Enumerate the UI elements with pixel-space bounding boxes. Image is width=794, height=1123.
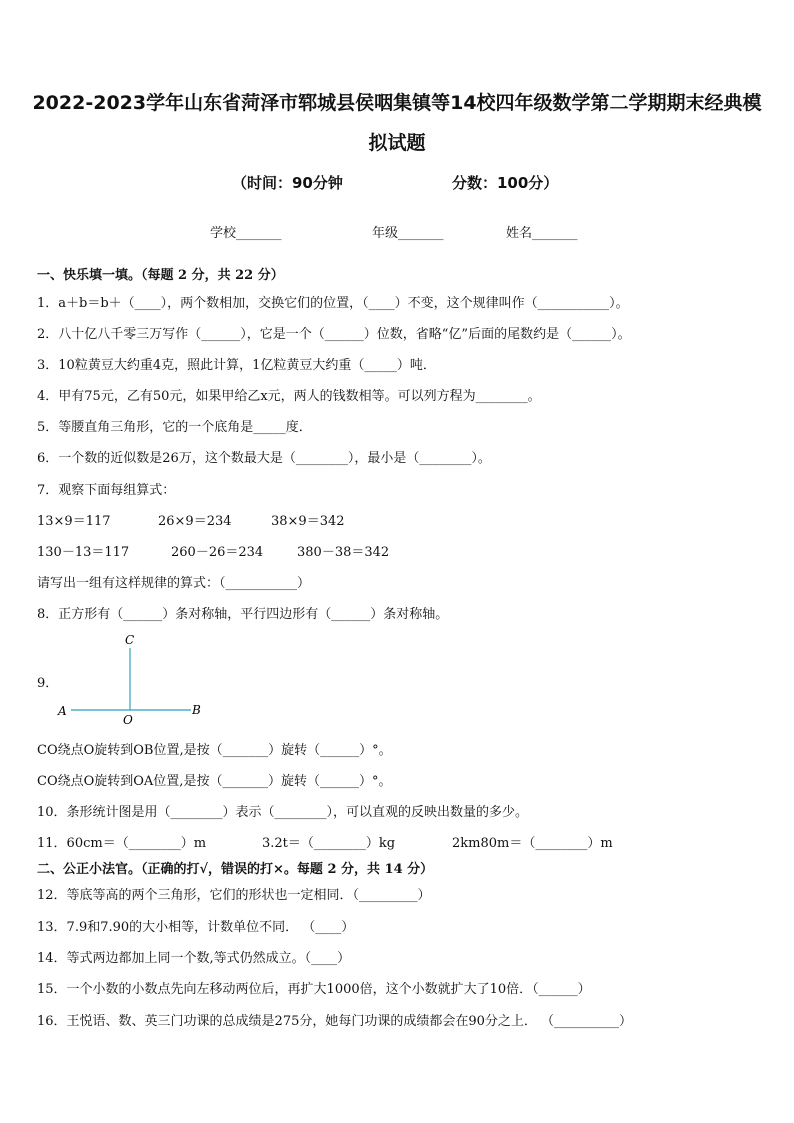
question-9a: CO绕点O旋转到OB位置,是按（_______）旋转（______）°。 — [37, 743, 392, 758]
question-8: 8．正方形有（______）条对称轴，平行四边形有（______）条对称轴。 — [37, 607, 449, 622]
question-11c: 2km80m＝（________）m — [452, 836, 613, 851]
point-c-label: C — [125, 633, 135, 647]
question-10: 10．条形统计图是用（________）表示（________），可以直观的反映出数量的多少。 — [37, 805, 529, 820]
question-14: 14．等式两边都加上同一个数,等式仍然成立。（____） — [37, 951, 351, 966]
title-line-2: 拟试题 — [368, 132, 426, 154]
q7-equation: 260－26＝234 — [171, 545, 264, 560]
question-12: 12．等底等高的两个三角形，它们的形状也一定相同．（_________） — [37, 888, 431, 903]
point-o-label: O — [123, 713, 133, 727]
section-2-heading: 二、公正小法官。（正确的打√，错误的打×。每题 2 分，共 14 分） — [37, 862, 434, 877]
question-5: 5．等腰直角三角形，它的一个底角是_____度． — [37, 420, 312, 435]
q7-equation: 26×9＝234 — [158, 514, 232, 529]
question-2: 2．八十亿八千零三万写作（______），它是一个（______）位数，省略“亿”后面的尾数约是（______）。 — [37, 327, 631, 342]
question-3: 3．10粒黄豆大约重4克，照此计算，1亿粒黄豆大约重（_____）吨． — [37, 358, 436, 373]
q7-equation: 38×9＝342 — [271, 514, 345, 529]
time-label: （时间：90分钟 — [232, 174, 343, 192]
question-11b: 3.2t＝（________）kg — [262, 836, 396, 851]
title-line-1: 2022-2023学年山东省菏泽市郓城县侯咽集镇等14校四年级数学第二学期期末经典模 — [32, 92, 762, 114]
question-9-number: 9． — [37, 676, 59, 691]
section-1-heading: 一、快乐填一填。（每题 2 分，共 22 分） — [37, 268, 284, 283]
question-6: 6．一个数的近似数是26万，这个数最大是（________），最小是（________）。 — [37, 451, 491, 466]
question-15: 15．一个小数的小数点先向左移动两位后，再扩大1000倍，这个小数就扩大了10倍．（______） — [37, 982, 591, 997]
q7-equation: 380－38＝342 — [297, 545, 390, 560]
question-16: 16．王悦语、数、英三门功课的总成绩是275分，她每门功课的成绩都会在90分之上． （__________） — [37, 1014, 633, 1029]
question-7: 7．观察下面每组算式： — [37, 483, 176, 498]
question-4: 4．甲有75元，乙有50元，如果甲给乙x元，两人的钱数相等。可以列方程为________。 — [37, 389, 541, 404]
score-label: 分数：100分） — [452, 174, 559, 192]
question-11a: 11．60cm＝（________）m — [37, 836, 207, 851]
point-a-label: A — [58, 704, 67, 718]
question-1: 1．a＋b＝b＋（____），两个数相加，交换它们的位置，（____）不变，这个规律叫作（___________）。 — [37, 296, 629, 311]
name-field: 姓名_______ — [506, 226, 578, 241]
question-9b: CO绕点O旋转到OA位置,是按（_______）旋转（______）°。 — [37, 774, 392, 789]
q9-angle-figure — [55, 628, 215, 728]
q7-equation: 13×9＝117 — [37, 514, 111, 529]
question-13: 13．7.9和7.90的大小相等，计数单位不同． （____） — [37, 920, 355, 935]
point-b-label: B — [192, 703, 201, 717]
grade-field: 年级_______ — [372, 226, 444, 241]
school-field: 学校_______ — [210, 226, 282, 241]
q7-equation: 130－13＝117 — [37, 545, 130, 560]
question-7-prompt: 请写出一组有这样规律的算式：（___________） — [37, 576, 311, 591]
